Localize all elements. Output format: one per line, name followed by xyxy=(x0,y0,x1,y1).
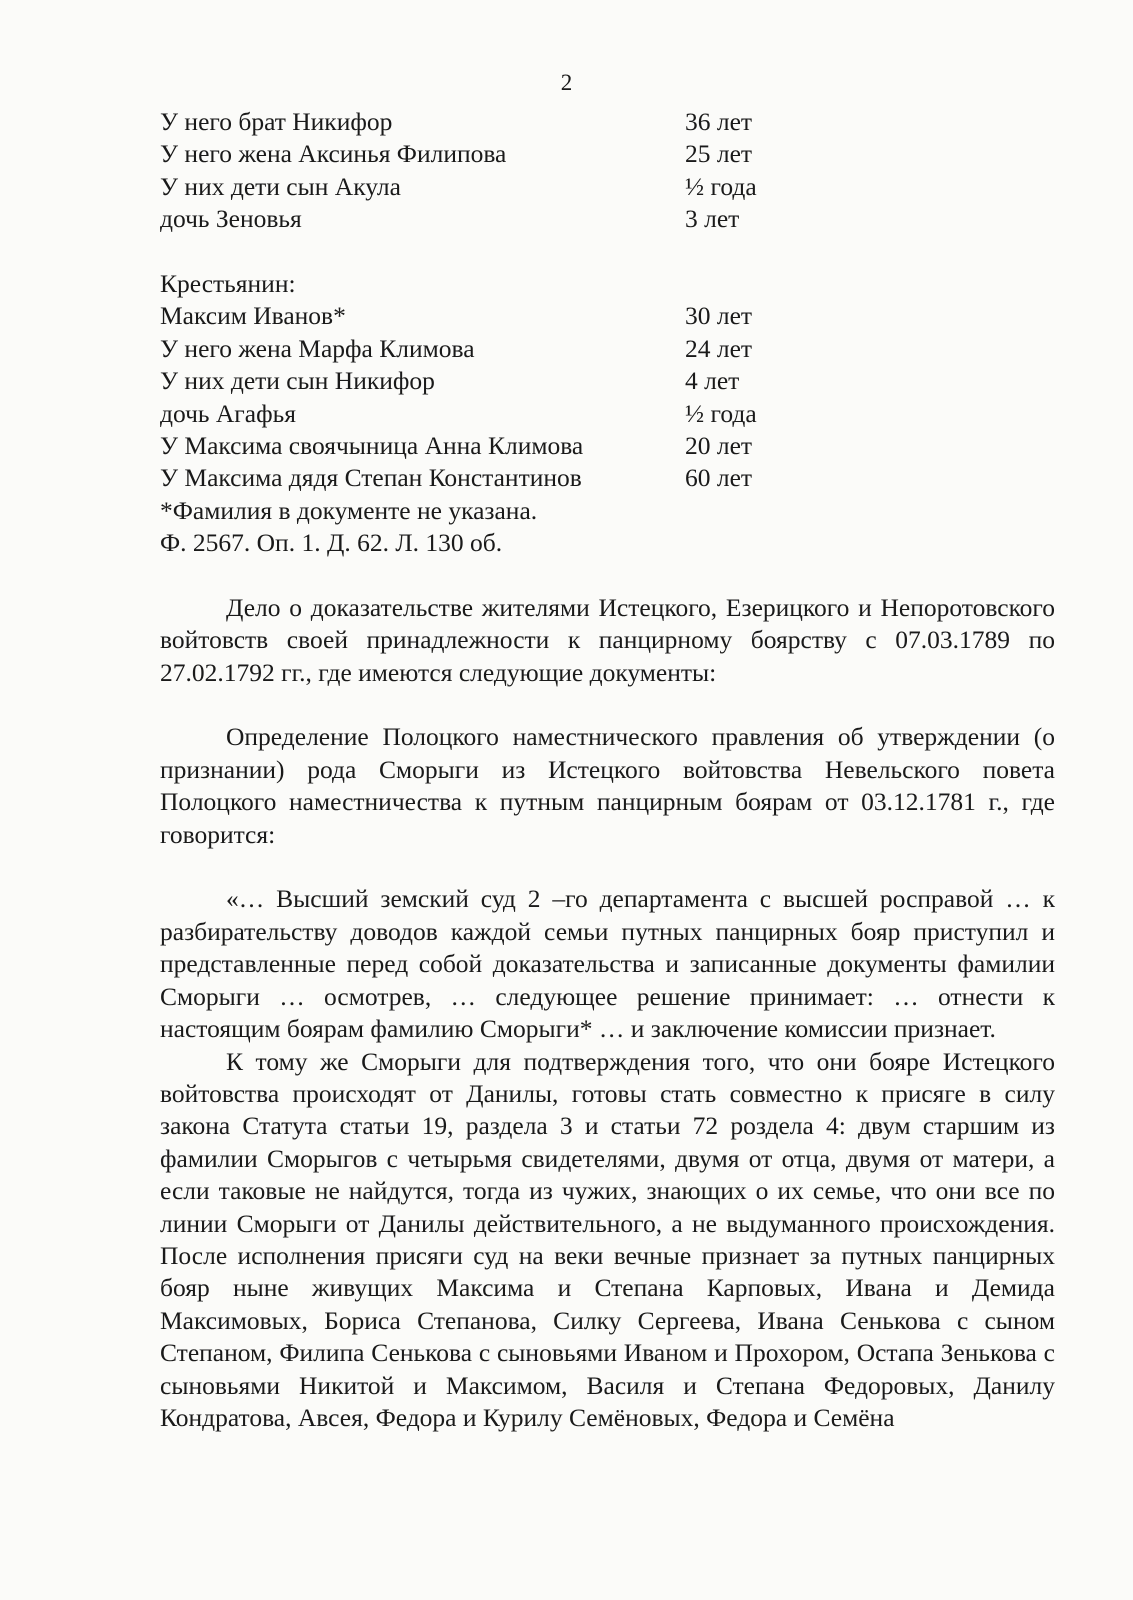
list-item xyxy=(160,365,1055,397)
list-item xyxy=(160,398,1055,430)
person-age: 24 лет xyxy=(685,333,753,363)
peasant-label: Крестьянин: xyxy=(160,268,296,298)
person-name: дочь Зеновья xyxy=(160,204,302,234)
person-name: У него брат Никифор xyxy=(160,107,393,136)
person-name: Максим Иванов* xyxy=(160,301,346,331)
list-item xyxy=(160,138,1055,170)
spacer xyxy=(160,851,1055,883)
list-item xyxy=(160,462,1055,494)
list-item xyxy=(160,106,1055,138)
page-number: 2 xyxy=(560,70,573,95)
person-age: 36 лет xyxy=(685,107,753,136)
archive-reference: Ф. 2567. Оп. 1. Д. 62. Л. 130 об. xyxy=(160,528,503,558)
paragraph-case: Дело о доказательстве жителями Истецкого, Езерицкого и Непоротовского войтовств своей принадлежности к панцирному боярству с 07.03.1789 по 27.02.1792 гг., где имеются следующие документы: xyxy=(160,592,1055,687)
list-item xyxy=(160,203,1055,235)
quote-paragraph: «… Высший земский суд 2 –го департамента с высшей росправой … к разбирательству доводов каждой семьи путных панцирных бояр приступил и представленные перед собой доказательства и записанные документы фамилии Сморыги … осмотрев, … следующее решение принимает: … отнести к настоящим боярам фамилию Сморыги* … и заключение комиссии признает. xyxy=(160,884,1055,1044)
list-item xyxy=(160,171,1055,203)
person-name: У них дети сын Акула xyxy=(160,171,401,201)
paragraph-determination: Определение Полоцкого наместнического правления об утверждении (о признании) рода Сморыги из Истецкого войтовства Невельского повета Полоцкого наместничества к путным панцирным боярам от 03.12.1781 г., где говорится: xyxy=(160,722,1055,849)
person-name: У него жена Аксинья Филипова xyxy=(160,139,507,169)
footnote: *Фамилия в документе не указана. xyxy=(160,495,538,525)
list-item xyxy=(160,300,1055,332)
person-name: У Максима своячыница Анна Климова xyxy=(160,430,584,460)
person-name: У него жена Марфа Климова xyxy=(160,333,475,363)
document-body xyxy=(160,106,1055,1434)
person-age: 4 лет xyxy=(685,366,740,396)
paragraph-oath: К тому же Сморыги для подтверждения того, что они бояре Истецкого войтовства происходят от Данилы, готовы стать совместно к присяге в силу закона Статута статьи 19, раздела 3 и статьи 72 роздела 4: двум старшим из фамилии Сморыгов с четырьмя свидетелями, двумя от отца, двумя от матери, а если таковые не найдутся, тогда из чужих, знающих о их семье, что они все по линии Сморыги от Данилы действительного, а не выдуманного происхождения. После исполнения присяги суд на веки вечные признает за путных панцирных бояр ныне живущих Максима и Степана Карповых, Ивана и Демида Максимовых, Бориса Степанова, Силку Сергеева, Ивана Сенькова с сыном Степаном, Филипа Сенькова с сыновьями Иваном и Прохором, Остапа Зенькова с сыновьями Никитой и Максимом, Василя и Степана Федоровых, Данилу Кондратова, Авсея, Федора и Курилу Семёновых, Федора и Семёна xyxy=(160,1046,1055,1432)
spacer xyxy=(160,559,1055,591)
list-item xyxy=(160,333,1055,365)
person-age: 25 лет xyxy=(685,139,753,169)
list-item xyxy=(160,430,1055,462)
person-age: ½ года xyxy=(685,398,757,428)
person-name: У Максима дядя Степан Константинов xyxy=(160,463,582,493)
spacer xyxy=(160,236,1055,268)
family-list-1 xyxy=(160,106,1055,236)
person-age: 60 лет xyxy=(685,463,753,493)
person-name: дочь Агафья xyxy=(160,398,296,428)
person-age: 20 лет xyxy=(685,430,753,460)
family-list-2 xyxy=(160,300,1055,494)
person-age: 30 лет xyxy=(685,301,753,331)
spacer xyxy=(160,689,1055,721)
person-age: 3 лет xyxy=(685,204,740,234)
person-age: ½ года xyxy=(685,171,757,201)
person-name: У них дети сын Никифор xyxy=(160,366,435,396)
